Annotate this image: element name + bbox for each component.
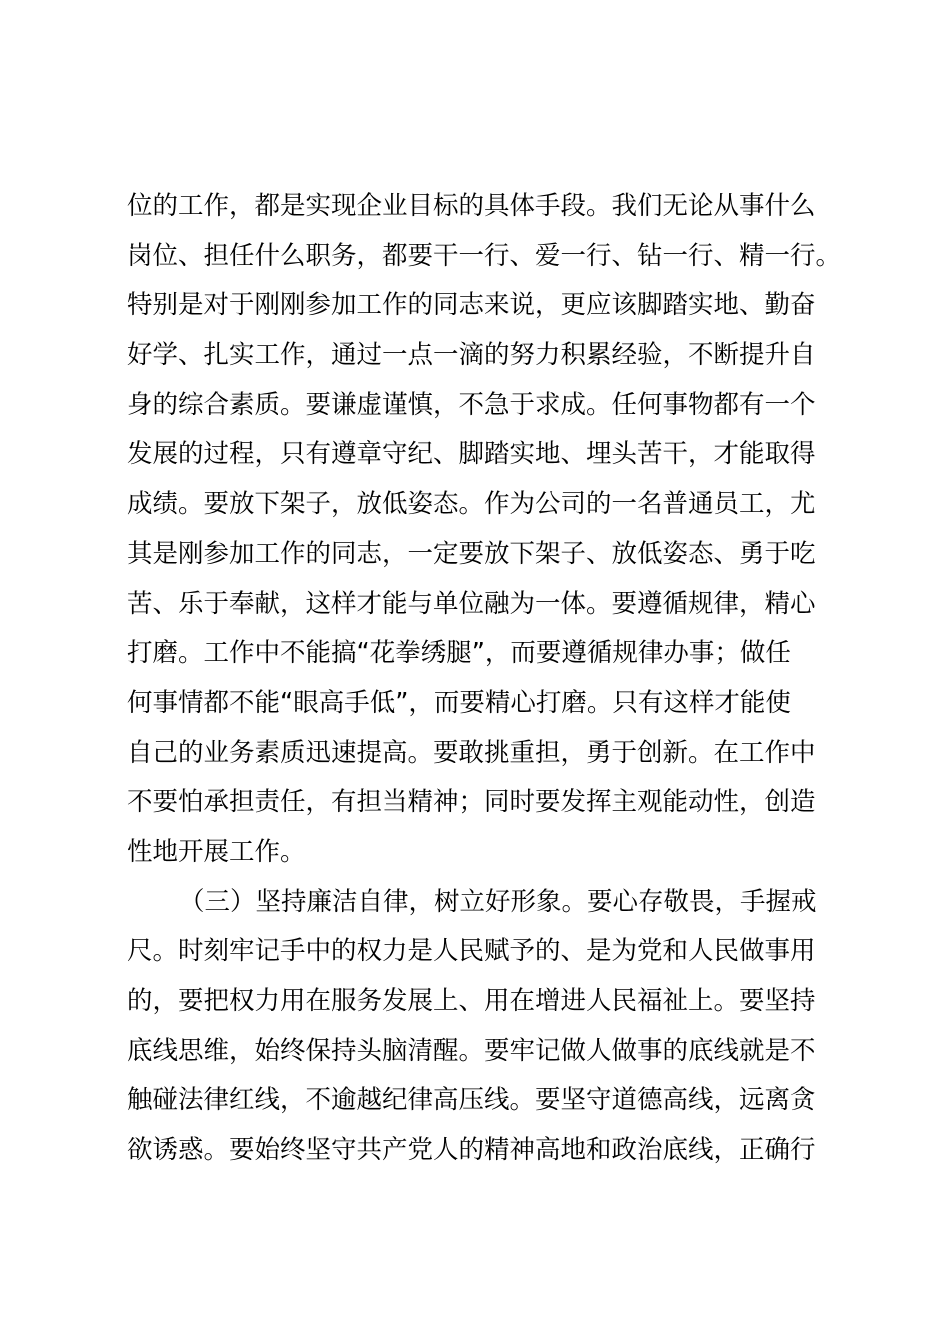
text-line: 岗位、担任什么职务，都要干一行、爱一行、钻一行、精一行。 xyxy=(127,240,842,271)
text-line: 打磨。工作中不能搞“花拳绣腿”，而要遵循规律办事；做任 xyxy=(127,638,791,669)
text-line: 好学、扎实工作，通过一点一滴的努力积累经验，不断提升自 xyxy=(127,340,816,371)
text-line: 性地开展工作。 xyxy=(127,836,306,867)
text-line: 成绩。要放下架子，放低姿态。作为公司的一名普通员工，尤 xyxy=(127,489,816,520)
text-line: 苦、乐于奉献，这样才能与单位融为一体。要遵循规律，精心 xyxy=(127,588,816,619)
text-line: 特别是对于刚刚参加工作的同志来说，更应该脚踏实地、勤奋 xyxy=(127,290,816,321)
text-line: 尺。时刻牢记手中的权力是人民赋予的、是为党和人民做事用 xyxy=(127,936,816,967)
text-line: 身的综合素质。要谦虚谨慎，不急于求成。任何事物都有一个 xyxy=(127,389,816,420)
text-line: 何事情都不能“眼高手低”，而要精心打磨。只有这样才能使 xyxy=(127,687,791,718)
text-line: 欲诱惑。要始终坚守共产党人的精神高地和政治底线，正确行 xyxy=(127,1135,816,1166)
text-line: 其是刚参加工作的同志，一定要放下架子、放低姿态、勇于吃 xyxy=(127,538,816,569)
section-heading-line: （三）坚持廉洁自律，树立好形象。要心存敬畏，手握戒 xyxy=(179,886,817,917)
text-line: 的，要把权力用在服务发展上、用在增进人民福祉上。要坚持 xyxy=(127,986,816,1016)
text-line: 触碰法律红线，不逾越纪律高压线。要坚守道德高线，远离贪 xyxy=(127,1085,816,1116)
text-line: 自己的业务素质迅速提高。要敢挑重担，勇于创新。在工作中 xyxy=(127,737,816,768)
text-line: 位的工作，都是实现企业目标的具体手段。我们无论从事什么 xyxy=(127,191,816,221)
text-line: 不要怕承担责任，有担当精神；同时要发挥主观能动性，创造 xyxy=(127,787,816,818)
body-text xyxy=(127,182,847,1176)
text-line: 发展的过程，只有遵章守纪、脚踏实地、埋头苦干，才能取得 xyxy=(127,439,816,470)
text-line: 底线思维，始终保持头脑清醒。要牢记做人做事的底线就是不 xyxy=(127,1035,816,1066)
